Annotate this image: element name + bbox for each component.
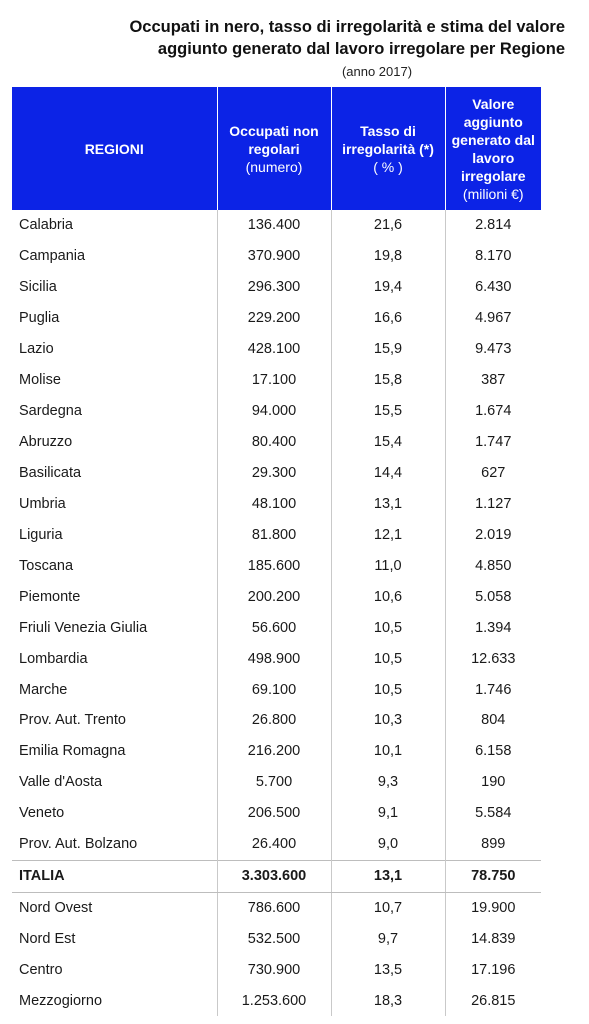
valore-cell: 899 — [481, 836, 506, 853]
tasso-cell: 13,1 — [331, 488, 445, 519]
tasso-cell: 10,3 — [331, 705, 445, 736]
occupati-cell: 296.300 — [217, 272, 331, 303]
region-cell: Emilia Romagna — [12, 736, 217, 767]
tasso-cell: 18,3 — [331, 985, 445, 1016]
table-row — [12, 705, 541, 736]
occupati-cell: 206.500 — [217, 798, 331, 829]
area-row — [12, 955, 541, 986]
tasso-cell: 10,5 — [331, 643, 445, 674]
tasso-cell: 9,0 — [331, 829, 445, 860]
region-cell: Abruzzo — [12, 427, 217, 458]
occupati-cell: 786.600 — [217, 892, 331, 923]
region-cell: Prov. Aut. Bolzano — [12, 829, 217, 860]
region-cell: Toscana — [12, 550, 217, 581]
valore-cell: 19.900 — [471, 900, 516, 917]
tasso-cell: 19,4 — [331, 272, 445, 303]
header-occupati-unit: (numero) — [245, 158, 303, 175]
occupati-cell: 1.253.600 — [217, 985, 331, 1016]
region-cell: Lombardia — [12, 643, 217, 674]
region-cell: Mezzogiorno — [12, 985, 217, 1016]
valore-cell: 78.750 — [445, 860, 541, 892]
occupati-cell: 80.400 — [217, 427, 331, 458]
tasso-cell: 13,5 — [331, 955, 445, 986]
region-cell: Friuli Venezia Giulia — [12, 612, 217, 643]
occupati-cell: 5.700 — [217, 767, 331, 798]
occupati-cell: 29.300 — [217, 458, 331, 489]
table-row — [12, 829, 541, 860]
region-cell: Sicilia — [12, 272, 217, 303]
valore-cell: 2.019 — [475, 526, 512, 543]
occupati-cell: 229.200 — [217, 303, 331, 334]
region-cell: Valle d'Aosta — [12, 767, 217, 798]
region-cell: Prov. Aut. Trento — [12, 705, 217, 736]
area-row — [12, 924, 541, 955]
header-tasso-unit: ( % ) — [373, 158, 403, 175]
valore-cell: 4.967 — [475, 310, 512, 327]
tasso-cell: 15,8 — [331, 365, 445, 396]
tasso-cell: 13,1 — [331, 860, 445, 892]
table-header — [12, 87, 541, 210]
region-cell: Nord Ovest — [12, 892, 217, 923]
table-row — [12, 798, 541, 829]
title-line-1: Occupati in nero, tasso di irregolarità e stima del valore — [129, 18, 565, 36]
valore-cell: 14.839 — [471, 931, 516, 948]
valore-cell: 2.814 — [475, 217, 512, 234]
tasso-cell: 10,5 — [331, 612, 445, 643]
occupati-cell: 26.400 — [217, 829, 331, 860]
tasso-cell: 10,5 — [331, 674, 445, 705]
region-cell: Molise — [12, 365, 217, 396]
valore-cell: 1.127 — [475, 495, 512, 512]
area-row — [12, 985, 541, 1016]
table-row — [12, 519, 541, 550]
tasso-cell: 9,7 — [331, 924, 445, 955]
header-valore-unit: (milioni €) — [462, 185, 524, 202]
tasso-cell: 10,6 — [331, 581, 445, 612]
tasso-cell: 15,4 — [331, 427, 445, 458]
table-row — [12, 365, 541, 396]
tasso-cell: 11,0 — [331, 550, 445, 581]
table-row — [12, 458, 541, 489]
occupati-cell: 428.100 — [217, 334, 331, 365]
tasso-cell: 19,8 — [331, 241, 445, 272]
valore-cell: 6.430 — [475, 279, 512, 296]
table-row — [12, 643, 541, 674]
region-cell: Basilicata — [12, 458, 217, 489]
valore-cell: 17.196 — [471, 961, 516, 978]
region-cell: Lazio — [12, 334, 217, 365]
table-row — [12, 767, 541, 798]
table-row — [12, 241, 541, 272]
area-row — [12, 892, 541, 923]
tasso-cell: 15,9 — [331, 334, 445, 365]
table-row — [12, 736, 541, 767]
tasso-cell: 16,6 — [331, 303, 445, 334]
tasso-cell: 15,5 — [331, 396, 445, 427]
tasso-cell: 9,1 — [331, 798, 445, 829]
region-cell: ITALIA — [12, 860, 217, 892]
valore-cell: 26.815 — [471, 992, 516, 1009]
region-cell: Nord Est — [12, 924, 217, 955]
valore-cell: 190 — [481, 774, 506, 791]
table-row — [12, 581, 541, 612]
valore-cell: 5.058 — [475, 588, 512, 605]
occupati-cell: 69.100 — [217, 674, 331, 705]
header-occupati-title: Occupati non regolari — [229, 122, 319, 157]
occupati-cell: 532.500 — [217, 924, 331, 955]
region-cell: Calabria — [12, 210, 217, 241]
region-cell: Liguria — [12, 519, 217, 550]
valore-cell: 1.746 — [475, 681, 512, 698]
table-row — [12, 488, 541, 519]
tasso-cell: 10,1 — [331, 736, 445, 767]
tasso-cell: 21,6 — [331, 210, 445, 241]
data-table — [12, 87, 541, 1016]
valore-cell: 1.394 — [475, 619, 512, 636]
occupati-cell: 94.000 — [217, 396, 331, 427]
occupati-cell: 56.600 — [217, 612, 331, 643]
header-valore — [445, 87, 541, 210]
valore-cell: 9.473 — [475, 341, 512, 358]
valore-cell: 5.584 — [475, 805, 512, 822]
table-body — [12, 210, 541, 1016]
tasso-cell: 10,7 — [331, 892, 445, 923]
title-line-2: aggiunto generato dal lavoro irregolare per Regione — [157, 40, 565, 58]
table-row — [12, 612, 541, 643]
table-row — [12, 550, 541, 581]
valore-cell: 1.747 — [475, 434, 512, 451]
tasso-cell: 9,3 — [331, 767, 445, 798]
region-cell: Puglia — [12, 303, 217, 334]
occupati-cell: 136.400 — [217, 210, 331, 241]
table-row — [12, 396, 541, 427]
occupati-cell: 26.800 — [217, 705, 331, 736]
valore-cell: 804 — [481, 712, 506, 729]
region-cell: Centro — [12, 955, 217, 986]
occupati-cell: 17.100 — [217, 365, 331, 396]
occupati-cell: 498.900 — [217, 643, 331, 674]
table-row — [12, 210, 541, 241]
valore-cell: 6.158 — [475, 743, 512, 760]
valore-cell: 387 — [481, 372, 506, 389]
occupati-cell: 216.200 — [217, 736, 331, 767]
valore-cell: 1.674 — [475, 403, 512, 420]
table-row — [12, 272, 541, 303]
valore-cell: 8.170 — [475, 248, 512, 265]
tasso-cell: 14,4 — [331, 458, 445, 489]
occupati-cell: 185.600 — [217, 550, 331, 581]
valore-cell: 12.633 — [471, 650, 516, 667]
header-occupati — [217, 87, 331, 210]
table-row — [12, 427, 541, 458]
subtitle: (anno 2017) — [341, 64, 413, 79]
tasso-cell: 12,1 — [331, 519, 445, 550]
header-tasso — [331, 87, 445, 210]
occupati-cell: 730.900 — [217, 955, 331, 986]
header-valore-title: Valore aggiunto generato dal lavoro irregolare — [451, 95, 535, 184]
table-row — [12, 303, 541, 334]
occupati-cell: 370.900 — [217, 241, 331, 272]
total-row — [12, 860, 541, 892]
valore-cell: 4.850 — [475, 557, 512, 574]
occupati-cell: 200.200 — [217, 581, 331, 612]
header-regioni: REGIONI — [12, 87, 217, 210]
header-tasso-title: Tasso di irregolarità (*) — [342, 122, 434, 157]
valore-cell: 627 — [481, 464, 506, 481]
region-cell: Umbria — [12, 488, 217, 519]
region-cell: Sardegna — [12, 396, 217, 427]
occupati-cell: 81.800 — [217, 519, 331, 550]
region-cell: Marche — [12, 674, 217, 705]
occupati-cell: 3.303.600 — [217, 860, 331, 892]
region-cell: Piemonte — [12, 581, 217, 612]
region-cell: Veneto — [12, 798, 217, 829]
region-cell: Campania — [12, 241, 217, 272]
table-row — [12, 674, 541, 705]
occupati-cell: 48.100 — [217, 488, 331, 519]
table-row — [12, 334, 541, 365]
